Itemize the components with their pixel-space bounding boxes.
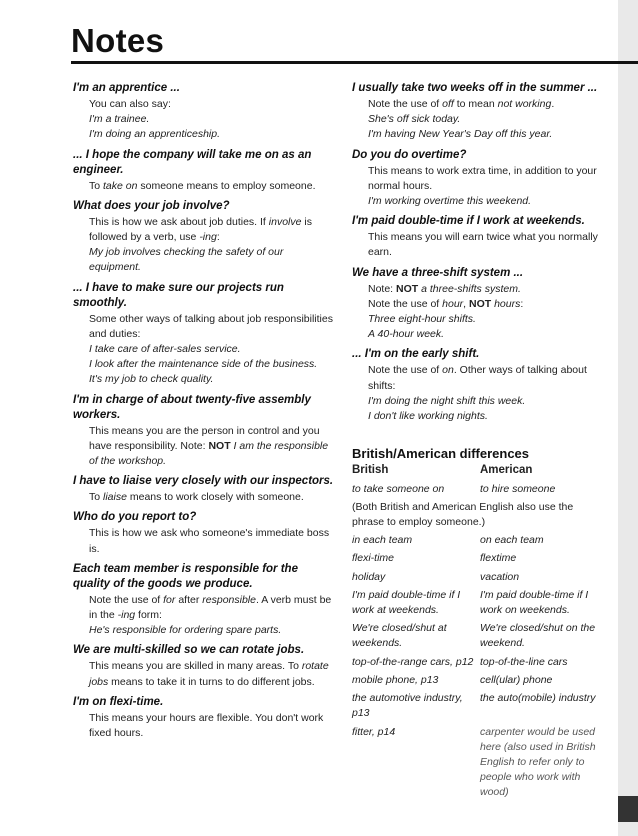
ba-american: vacation [480, 570, 520, 583]
note-body [73, 593, 335, 639]
ba-american-label: American [480, 464, 533, 477]
note-text: means to take it in turns to do different jobs. [108, 675, 315, 688]
note-body [352, 164, 606, 210]
note-line [368, 297, 606, 312]
note-text: form: [135, 609, 162, 622]
note-line [368, 127, 606, 142]
note-line [89, 711, 335, 741]
note-text: NOT [396, 282, 419, 295]
note-line [89, 342, 335, 357]
ba-american: the auto(mobile) industry [480, 692, 596, 705]
note-text: is followed by a verb, use [89, 215, 312, 244]
left-column [73, 81, 335, 746]
note-text: means to work closely with someone. [126, 491, 304, 504]
note-line [89, 593, 335, 623]
note-text: This means to work extra time, in addition to your normal hours. [368, 164, 597, 192]
ba-british: We're closed/shut at weekends. [352, 622, 447, 650]
note-line [368, 230, 606, 260]
ba-pair [352, 725, 606, 801]
note-body [73, 312, 335, 388]
ba-british: mobile phone, p13 [352, 673, 439, 686]
note-line [89, 97, 335, 112]
page-title: Notes [71, 22, 165, 59]
note-text: I take care of after-sales service. [89, 343, 241, 356]
note-heading: We have a three-shift system ... [352, 266, 524, 279]
note-body [73, 215, 335, 276]
note-entry [73, 562, 335, 639]
note-text: on [442, 364, 454, 377]
note-body [352, 97, 606, 143]
note-line [368, 194, 606, 209]
note-text: to mean [453, 98, 498, 110]
note-text: take on [103, 179, 138, 192]
note-text: To [89, 491, 104, 504]
note-heading: ... I hope the company will take me on as an engineer. [73, 148, 312, 176]
note-text: She's off sick today. [368, 113, 461, 126]
page-edge [618, 0, 638, 836]
note-text: rotate jobs [89, 660, 329, 688]
ba-pair [352, 533, 606, 548]
note-entry [73, 695, 335, 741]
ba-pair [352, 588, 606, 618]
ba-pairs [352, 533, 606, 800]
note-entry [73, 474, 335, 505]
note-text: I'm doing an apprenticeship. [89, 128, 221, 141]
note-text: Note the use of [368, 297, 443, 310]
ba-american: on each team [480, 534, 544, 547]
note-text: Note the use of [368, 98, 443, 110]
note-text: I look after the maintenance side of the business. [89, 358, 318, 371]
note-text: NOT [469, 297, 492, 310]
note-entry [352, 81, 606, 143]
note-line [368, 312, 606, 327]
note-text: NOT [208, 439, 231, 452]
note-entry [73, 148, 335, 194]
note-text: This means your hours are flexible. You don't work fixed hours. [89, 711, 324, 740]
note-entry [352, 148, 606, 210]
note-entry [73, 281, 335, 388]
note-line [89, 424, 335, 470]
ba-american: cell(ular) phone [480, 673, 553, 686]
note-text: Note the use of [89, 593, 164, 606]
note-text: Note the use of [368, 364, 443, 377]
note-body [73, 424, 335, 470]
note-text: I'm doing the night shift this week. [368, 394, 526, 407]
note-entry [73, 643, 335, 689]
note-body [73, 711, 335, 741]
note-entry [73, 393, 335, 470]
note-text: responsible [202, 593, 256, 606]
note-text: Three eight-hour shifts. [368, 313, 476, 326]
note-text: Some other ways of talking about job responsibilities and duties: [89, 312, 333, 340]
ba-american: to hire someone [480, 482, 556, 495]
note-text: I'm having New Year's Day off this year. [368, 128, 553, 141]
note-heading: Who do you report to? [73, 511, 197, 524]
note-line [89, 357, 335, 372]
note-line [89, 245, 335, 275]
note-text: a three-shifts system. [418, 282, 521, 295]
ba-pair [352, 551, 606, 566]
note-text: off [442, 98, 454, 110]
note-text: You can also say: [89, 98, 171, 110]
note-heading: What does your job involve? [73, 199, 230, 212]
ba-pair [352, 621, 606, 651]
ba-note: (Both British and American English also use the phrase to employ someone.) [352, 500, 574, 529]
note-text: He's responsible for ordering spare parts. [89, 624, 282, 637]
note-line [368, 327, 606, 342]
note-line [368, 363, 606, 393]
ba-american: top-of-the-line cars [480, 655, 568, 668]
note-text: It's my job to check quality. [89, 373, 214, 386]
note-text: I am the responsible of the workshop. [89, 439, 329, 468]
note-line [89, 372, 335, 387]
note-line [89, 127, 335, 142]
ba-british: I'm paid double-time if I work at weekends. [352, 588, 461, 617]
note-body [73, 490, 335, 505]
note-heading: I'm an apprentice ... [73, 82, 180, 94]
right-column [352, 81, 606, 804]
note-entry [73, 510, 335, 556]
note-line [89, 659, 335, 689]
note-text: . Other ways of talking about shifts: [368, 364, 587, 392]
note-text: This is how we ask about job duties. If [89, 215, 269, 228]
right-notes [352, 81, 606, 424]
note-text: someone means to employ someone. [137, 179, 316, 192]
note-text: I'm working overtime this weekend. [368, 195, 532, 208]
note-line [89, 490, 335, 505]
note-line [89, 112, 335, 127]
note-heading: Do you do overtime? [352, 148, 467, 161]
note-text: I'm a trainee. [89, 113, 150, 126]
british-american-box [352, 446, 606, 800]
note-text: , [463, 297, 469, 310]
ba-column-headers [352, 463, 606, 478]
note-line [368, 112, 606, 127]
ba-pair [352, 570, 606, 585]
note-heading: I'm on flexi-time. [73, 695, 164, 708]
ba-british-label: British [352, 464, 389, 477]
ba-american: I'm paid double-time if I work on weekends. [480, 588, 589, 617]
note-text: . A verb must be in the [89, 593, 332, 622]
note-text: after [175, 593, 203, 606]
ba-british: top-of-the-range cars, p12 [352, 655, 474, 668]
note-text: involve [268, 215, 302, 228]
note-text: -ing [199, 231, 217, 244]
note-text: hours [491, 297, 521, 310]
ba-british: fitter, p14 [352, 725, 396, 738]
note-line [368, 394, 606, 409]
note-text: -ing [117, 609, 136, 622]
ba-pair [352, 691, 606, 721]
note-entry [73, 199, 335, 276]
note-heading: I usually take two weeks off in the summer ... [352, 82, 598, 94]
note-heading: Each team member is responsible for the quality of the goods we produce. [73, 562, 298, 590]
note-body [73, 659, 335, 689]
note-text: This is how we ask who someone's immediate boss is. [89, 527, 330, 555]
note-line [89, 179, 335, 194]
note-text: This means you will earn twice what you normally earn. [368, 231, 598, 259]
note-entry [73, 81, 335, 143]
note-text: not working [497, 98, 552, 110]
ba-american: We're closed/shut on the weekend. [480, 622, 596, 650]
note-line [368, 409, 606, 424]
note-body [73, 179, 335, 194]
note-text: To [89, 179, 104, 192]
note-body [352, 363, 606, 424]
note-line [368, 282, 606, 297]
note-line [89, 312, 335, 342]
note-entry [352, 347, 606, 424]
note-text: I don't like working nights. [368, 410, 488, 423]
note-text: This means you are skilled in many areas. To [89, 660, 302, 673]
ba-british: in each team [352, 534, 413, 547]
note-text: My job involves checking the safety of our equipment. [89, 246, 284, 274]
note-line [89, 526, 335, 556]
ba-pair [352, 482, 606, 497]
note-text: : [520, 297, 524, 310]
note-line [89, 215, 335, 245]
note-text: Note: [368, 282, 397, 295]
note-text: . [551, 98, 555, 110]
note-text: hour [442, 297, 464, 310]
ba-british: to take someone on [352, 482, 445, 495]
ba-pair [352, 655, 606, 670]
note-heading: I'm in charge of about twenty-five assembly workers. [73, 393, 311, 421]
ba-pair [352, 673, 606, 688]
note-line [368, 97, 606, 112]
ba-british: the automotive industry, p13 [352, 692, 463, 720]
note-text: liaise [103, 491, 127, 504]
note-body [73, 97, 335, 143]
note-heading: ... I have to make sure our projects run smoothly. [73, 281, 284, 309]
note-text: for [163, 593, 176, 606]
note-heading: I have to liaise very closely with our inspectors. [73, 475, 334, 488]
note-text: This means you are the person in control and you have responsibility. Note: [89, 424, 320, 452]
note-heading: We are multi-skilled so we can rotate jobs. [73, 644, 305, 657]
ba-british: holiday [352, 570, 386, 583]
note-body [352, 230, 606, 260]
note-text: : [216, 231, 220, 244]
note-entry [352, 214, 606, 260]
note-line [368, 164, 606, 194]
page-number-tab [618, 796, 638, 822]
ba-british: flexi-time [352, 552, 395, 565]
ba-heading: British/American differences [352, 446, 530, 462]
note-body [352, 282, 606, 343]
note-entry [352, 266, 606, 343]
title-rule [71, 61, 638, 64]
note-body [73, 526, 335, 556]
note-line [89, 623, 335, 638]
note-heading: I'm paid double-time if I work at weekends. [352, 215, 585, 228]
ba-american: flextime [480, 552, 517, 565]
note-heading: ... I'm on the early shift. [352, 348, 480, 361]
note-text: A 40-hour week. [368, 328, 445, 341]
ba-american: carpenter would be used here (also used in British English to refer only to people who work with wood) [480, 725, 596, 799]
